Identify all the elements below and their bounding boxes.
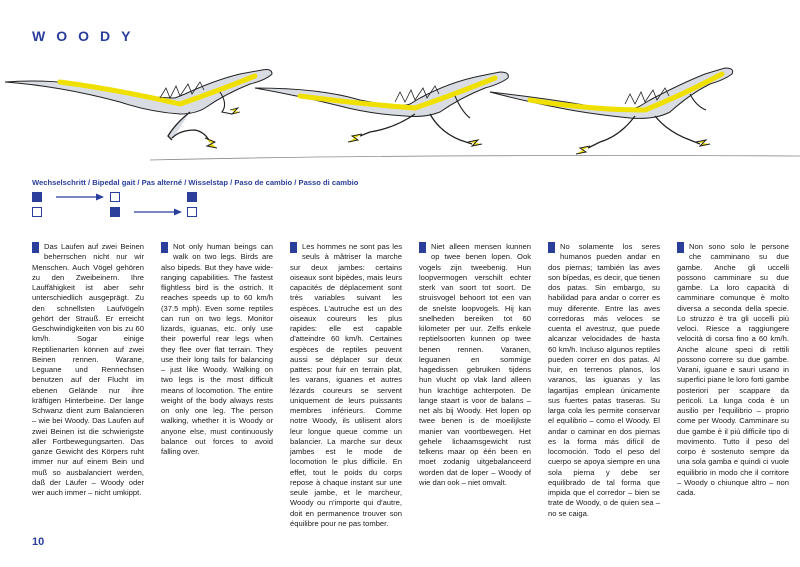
paragraph-marker [419,242,426,253]
foot-square-empty [33,208,42,217]
column-spanish [548,242,660,519]
paragraph-marker [677,242,684,253]
column-dutch [419,242,531,488]
paragraph-marker [161,242,168,253]
foot-square-empty [188,208,197,217]
foot-square-empty [111,193,120,202]
column-text: Das Laufen auf zwei Beinen beherrschen nicht nur wir Menschen. Auch Vögel gehören zu den Zweibeinern. Ihre Lauffähigkeit ist aber sehr unterschiedlich ausgeprägt. Zu den schnellsten Laufvögeln gehört der Strauß. Er erreicht Geschwindigkeiten von bis zu 60 km/h. Sogar einige Reptilienarten können auf zwei Beinen rennen. Warane, Leguane und Rennechsen benutzen auf der Flucht im ebenen Gelände nur ihre kräftigen Hinterbeine. Der lange Schwanz dient zum Balancieren – wie bei Woody. Das Laufen auf zwei Beinen ist die schwierigste aller Fortbewegungsarten. Das ganze Gewicht des Körpers ruht immer nur auf einem Bein und muß so ausbalanciert werden, daß der Läufer – Woody oder wer auch immer – nicht umkippt. [32,242,144,497]
foot-square-filled [111,208,120,217]
paragraph-marker [32,242,39,253]
column-italian [677,242,789,498]
text-columns [32,242,790,532]
column-text: Not only human beings can walk on two legs. Birds are also bipeds. But they have wide-ranging capabilities. The fastest flightless bird is the ostrich. It reaches speeds up to 60 km/h (37.5 mph). Even some reptiles can run on two legs. Monitor lizards, iguanas, etc. only use their powerful rear legs when they flee over flat terrain. They use their long tails for balancing – just like Woody. Walking on two legs is the most difficult means of locomotion. The entire weight of the body always rests on only one leg. The person walking, whether it is Woody or anyone else, must continuously balance out forces to avoid falling over. [161,242,273,456]
page-number: 10 [32,536,45,548]
foot-square-filled [33,193,42,202]
paragraph-marker [548,242,555,253]
column-german [32,242,144,498]
gait-sequence-diagram [32,190,212,220]
ground-line [150,156,800,161]
column-text: Non sono solo le persone che camminano su due gambe. Anche gli uccelli possono camminare su due gambe. La loro capacità di camminare comunque è molto diversa a seconda della specie. Lo struzzo è tra gli uccelli più veloci. Riesce a raggiungere velocità di corsa fino a 60 km/h. Anche alcune speci di rettili possono correre su due gambe. Varani, iguane e sauri usano in superfici piane le loro forti gambe posteriori per scappare da pericoli. La lunga coda è un ausilio per l'equilibrio – proprio come per Woody. Camminare su due gambe è il più difficile tipo di movimento. Tutto il peso del corpo è sostenuto sempre da una sola gamba e quindi ci vuole equilibrio in modo che il corritore – Woody o chiunque altro – non cada. [677,242,789,497]
page-title: WOODY [32,28,142,44]
lizard-gait-illustration [0,52,800,170]
lizard-figure-2 [255,72,508,146]
column-text: Niet alleen mensen kunnen op twee benen lopen. Ook vogels zijn tweebenig. Hun loopvermogen verschilt echter sterk van soort tot soort. De struisvogel behoort tot een van de snelste loopvogels. Hij kan snelheden bereiken tot 60 kilometer per uur. Zelfs enkele reptielsoorten kunnen op twee benen rennen. Varanen, leguanen en sommige hagedissen gebruiken tijdens hun vlucht op vlak land alleen hun krachtige achterpoten. De lange staart is voor de balans – net als bij Woody. Het lopen op twee benen is de moeilijkste manier van voortbewegen. Het gehele lichaamsgewicht rust telkens maar op één been en moet zodanig uitgebalanceerd worden dat de loper – Woody of wie dan ook – niet omvalt. [419,242,531,487]
illustration-caption: Wechselschritt / Bipedal gait / Pas alterné / Wisselstap / Paso de cambio / Passo di cambio [32,178,359,187]
lizard-figure-3 [490,68,733,154]
foot-square-filled [188,193,197,202]
column-text: Les hommes ne sont pas les seuls à mâtriser la marche sur deux jambes: certains oiseaux sont bipèdes, mais leurs capacités de déplacement sont très variables suivant les espèces. L'autruche est un des oiseaux coureurs les plus rapides: elle est capable d'atteindre 60 km/h. Certaines espèces de reptiles peuvent aussi se déplacer sur deux pattes: pour fuir en terrain plat, les varans, iguanes et autres lézards coureurs se servent uniquement de leurs puissants membres inférieurs. Comme notre Woody, ils utilisent alors leur longue queue comme un balancier. La marche sur deux jambes est le mode de locomotion le plus difficile. En effet, tout le poids du corps repose à chaque instant sur une seule jambe, et le marcheur, Woody ou n'importe qui d'autre, doit en permanence trouver son équilibre pour ne pas tomber. [290,242,402,528]
lizard-figure-1 [5,70,272,149]
column-text: No solamente los seres humanos pueden andar en dos piernas; también las aves son bípedas, es decir, que tienen dos patas. Sin embargo, su habilidad para andar o correr es muy diferente. Entre las aves corredoras más veloces se cuenta el avestruz, que puede alcanzar velocidades de hasta 60 km/h. Incluso algunos reptiles pueden correr en dos patas. Al huir, en terrenos planos, los varanos, las iguanas y las lagartijas emplean únicamente sus fuertes patas traseras. Su larga cola les permite conservar el equilibrio – como el Woody. El andar o caminar en dos piernas es la forma más difícil de locomoción. Todo el peso del cuerpo se apoya siempre en una sola pierna y debe ser equilibrado de tal forma que impida que el corredor – bien se trate de Woody, o de quien sea – no se caiga. [548,242,660,518]
column-english [161,242,273,457]
paragraph-marker [290,242,297,253]
column-french [290,242,402,529]
